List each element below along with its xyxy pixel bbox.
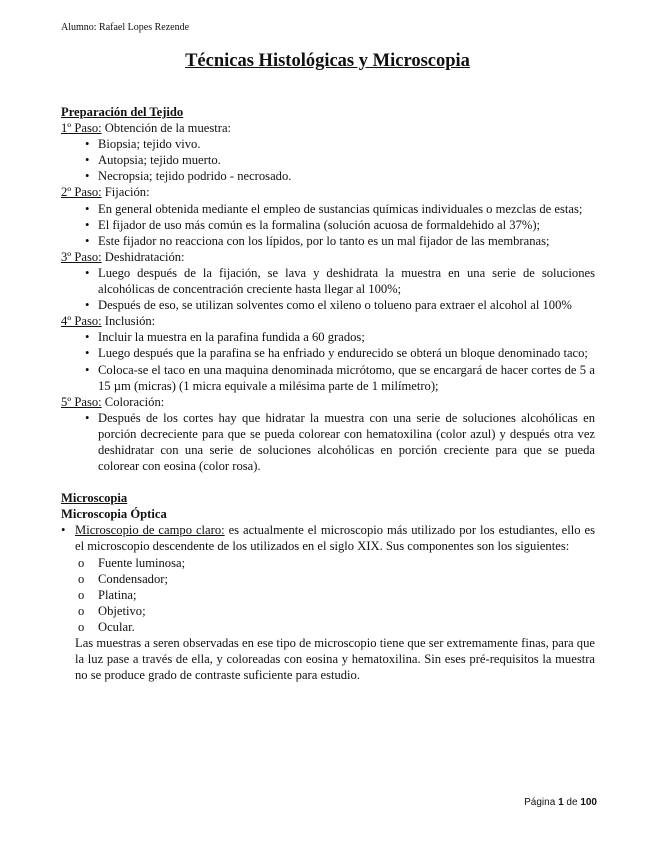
list-item: o Condensador; [61, 571, 595, 587]
step-label: 1º Paso: [61, 121, 102, 136]
step-label: 3º Paso: [61, 249, 102, 264]
list-item: • Autopsia; tejido muerto. [61, 152, 595, 168]
page-number [524, 797, 597, 808]
list-item: o Ocular. [61, 619, 595, 635]
step-1 [61, 120, 595, 136]
step-label: 2º Paso: [61, 185, 102, 200]
list-item: o Fuente luminosa; [61, 555, 595, 571]
list-item: • Después de eso, se utilizan solventes como el xileno o tolueno para extraer el alcohol al 100% [61, 297, 595, 313]
list-item: • En general obtenida mediante el empleo de sustancias químicas individuales o mezclas de estas; [61, 201, 595, 217]
subheading-optical-microscopy: Microscopia Óptica [61, 507, 167, 522]
microscope-list [61, 522, 595, 554]
step-4-list [61, 329, 595, 393]
step-name: Obtención de la muestra: [101, 121, 232, 136]
step-2 [61, 184, 595, 200]
components-list [61, 555, 595, 635]
step-2-list [61, 201, 595, 249]
list-item: • Después de los cortes hay que hidratar la muestra con una serie de soluciones alcohólicas en porción decreciente para que se pueda colorear con hematoxilina (color azul) y después otra vez deshidratar con una serie de soluciones alcohólicas en porción creciente para que se pueda colorear con eosina (color rosa). [61, 410, 595, 474]
list-item: • Necropsia; tejido podrido - necrosado. [61, 168, 595, 184]
step-label: 5º Paso: [61, 394, 102, 409]
step-name: Fijación: [101, 185, 150, 200]
list-item: o Platina; [61, 587, 595, 603]
list-item: • Coloca-se el taco en una maquina denominada micrótomo, que se encargará de hacer cortes de 5 a 15 µm (micras) (1 micra equivale a milésima parte de 1 milímetro); [61, 362, 595, 394]
microscope-type-label: Microscopio de campo claro: [75, 523, 225, 538]
list-item: • Luego después que la parafina se ha enfriado y endurecido se obterá un bloque denominado taco; [61, 345, 595, 361]
author-line: Alumno: Rafael Lopes Rezende [61, 22, 190, 33]
spacer [61, 474, 595, 490]
list-item: o Objetivo; [61, 603, 595, 619]
microscope-type-text: es actualmente el microscopio más utilizado por los estudiantes, ello es el microscopio descendente de los utilizados en el siglo XIX. Sus componentes son los siguientes: [75, 523, 595, 554]
section-heading-microscopy: Microscopia [61, 491, 128, 506]
list-item: • Luego después de la fijación, se lava y deshidrata la muestra en una serie de soluciones alcohólicas de concentración creciente hasta llegar al 100%; [61, 265, 595, 297]
closing-paragraph: Las muestras a seren observadas en ese tipo de microscopio tiene que ser extremamente finas, para que la luz pase a través de ella, y coloreadas con eosina y hematoxilina. Sin eses pré-requisitos la muestra no se produce grado de contraste suficiente para estudio. [75, 636, 595, 683]
section-heading-preparation: Preparación del Tejido [61, 105, 184, 119]
document-body [61, 104, 595, 683]
total-pages: 100 [580, 797, 597, 808]
step-name: Coloración: [101, 394, 165, 409]
step-5-list [61, 410, 595, 474]
list-item: • El fijador de uso más común es la formalina (solución acuosa de formaldehido al 37%); [61, 217, 595, 233]
step-3-list [61, 265, 595, 313]
list-item [61, 522, 595, 554]
step-5 [61, 394, 595, 410]
step-name: Inclusión: [101, 314, 156, 329]
step-3 [61, 249, 595, 265]
page-word: Página [524, 797, 556, 808]
of-word: de [566, 797, 578, 808]
list-item: • Incluir la muestra en la parafina fundida a 60 grados; [61, 329, 595, 345]
current-page: 1 [558, 797, 564, 808]
step-name: Deshidratación: [101, 249, 185, 264]
page-title: Técnicas Histológicas y Microscopia [185, 51, 470, 71]
step-1-list [61, 136, 595, 184]
step-label: 4º Paso: [61, 314, 102, 329]
step-4 [61, 313, 595, 329]
list-item: • Biopsia; tejido vivo. [61, 136, 595, 152]
list-item: • Este fijador no reacciona con los lípidos, por lo tanto es un mal fijador de las membranas; [61, 233, 595, 249]
